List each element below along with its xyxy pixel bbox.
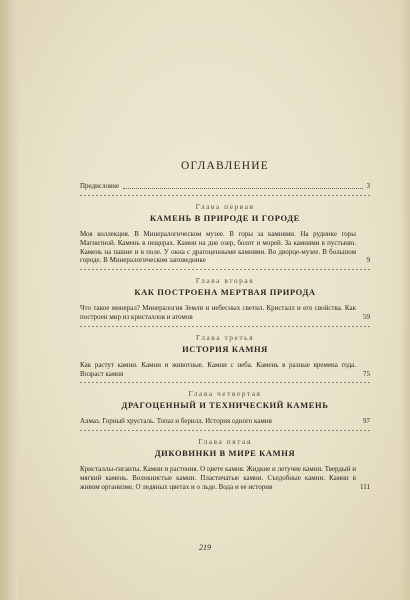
chapter-number: Глава пятая: [198, 437, 252, 447]
chapter-page: 59: [363, 312, 370, 321]
chapter-page: 97: [363, 417, 370, 426]
chapter-3: [80, 333, 370, 384]
separator: [80, 195, 370, 196]
chapter-page: 75: [363, 369, 370, 378]
chapter-1: [80, 202, 370, 270]
chapter-number: Глава вторая: [195, 276, 255, 286]
preface-page: 3: [366, 182, 370, 190]
separator: [80, 382, 370, 383]
separator: [80, 269, 370, 270]
toc-title: ОГЛАВЛЕНИЕ: [181, 160, 269, 172]
preface-label: Предисловие: [80, 182, 120, 190]
chapter-number: Глава первая: [195, 202, 255, 211]
chapter-description: Моя коллекция. В Минералогическом музее. В горы за камнями. На руднике горы Магнитной. Камень в пещерах. Камни на дне озер, болот и морей. За камнями в пустыню. Камень на пашне и в поле. У окна с драгоценными камнями. Во дворце-музее. В большом городе. В Минералогическом заповеднике: [80, 230, 356, 265]
chapter-title: КАМЕНЬ В ПРИРОДЕ И ГОРОДЕ: [150, 213, 300, 223]
dot-leader: [123, 188, 362, 189]
chapter-page: 9: [366, 256, 370, 265]
preface-entry: [80, 182, 370, 191]
chapter-title: ДРАГОЦЕННЫЙ И ТЕХНИЧЕСКИЙ КАМЕНЬ: [121, 400, 329, 411]
chapter-title: КАК ПОСТРОЕНА МЕРТВАЯ ПРИРОДА: [134, 287, 316, 298]
table-of-contents: [80, 160, 370, 492]
chapter-description: Что такое минерал? Минералогия Земли и небесных светил. Кристалл и его свойства. Как построен мир из кристаллов и атомов: [80, 304, 356, 321]
chapter-title: ДИКОВИНКИ В МИРЕ КАМНЯ: [154, 448, 296, 459]
chapter-description: Как растут камни. Камни и животные. Камни с неба. Камень в разные времена года. Возраст камня: [80, 360, 356, 378]
separator: [80, 326, 370, 327]
chapter-contents: [80, 417, 370, 426]
chapter-page: 111: [360, 482, 370, 491]
page-edge: [400, 0, 410, 600]
chapter-description: Алмаз. Горный хрусталь. Топаз и берилл. История одного камня: [80, 417, 272, 426]
page-number: 219: [199, 543, 211, 552]
chapter-description: Кристаллы-гиганты. Камни и растения. О цвете камня. Жидкие и летучие камни. Твердый и мягкий камень. Волокнистые камни. Пластичатые камни. Съедобные камни. Камни в живом организме. О ледяных цветах и о льде. Вода и ее история: [80, 465, 356, 491]
chapter-number: Глава четвертая: [188, 389, 262, 399]
chapter-4: [80, 389, 370, 431]
separator: [80, 430, 370, 431]
chapter-contents: [80, 361, 370, 379]
book-gutter: [0, 0, 18, 600]
chapter-5: [80, 437, 370, 491]
chapter-number: Глава третья: [195, 332, 255, 342]
chapter-contents: [80, 304, 370, 322]
chapter-title: ИСТОРИЯ КАМНЯ: [182, 343, 268, 354]
chapter-contents: [80, 465, 370, 491]
chapter-2: [80, 276, 370, 327]
chapter-contents: [80, 230, 370, 265]
